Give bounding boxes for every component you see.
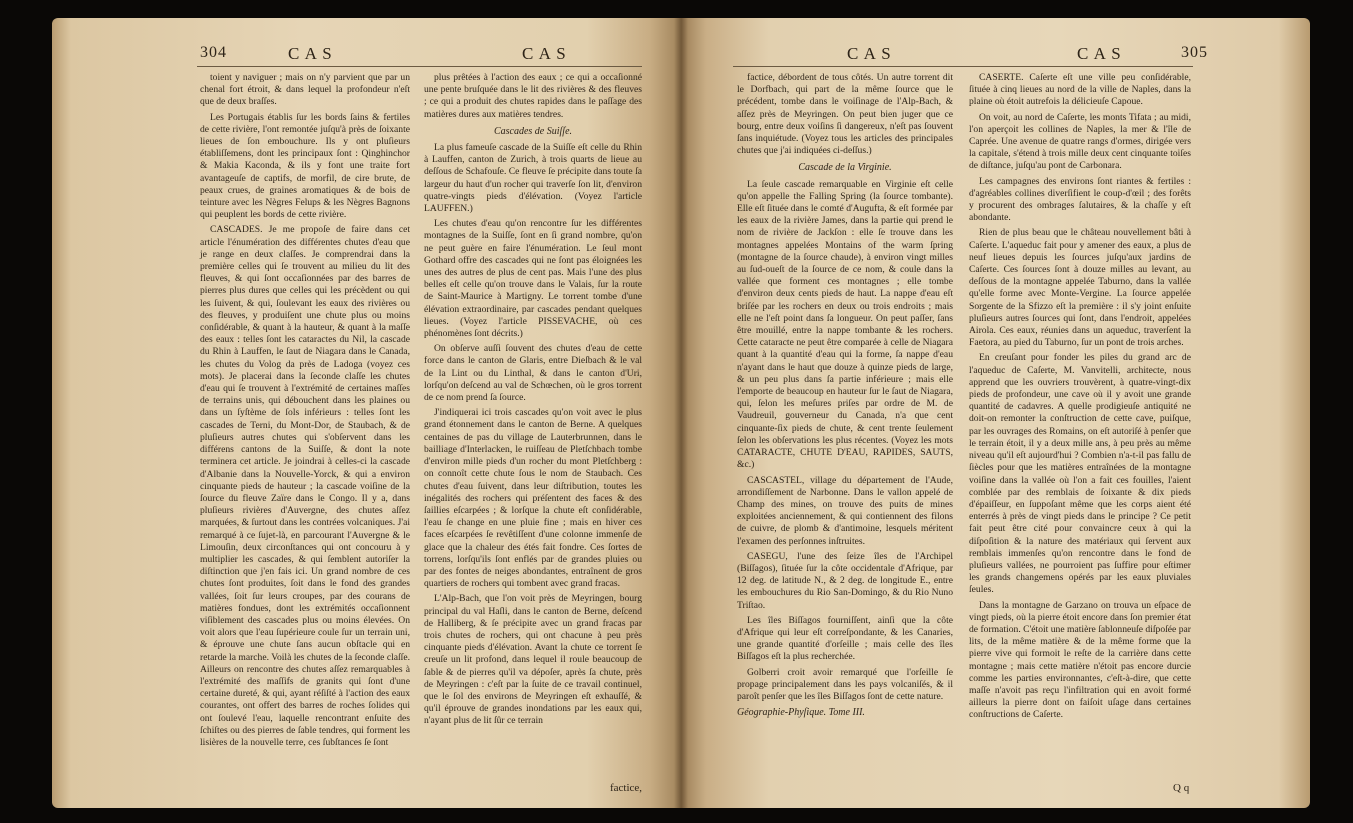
right-header-rule (733, 66, 1193, 67)
paragraph: toient y naviguer ; mais on n'y parvient que par un chenal fort étroit, & dans lequel la profondeur n'eſt que de deux braſſes. (200, 72, 410, 108)
right-running-head-2: C A S (1077, 44, 1122, 63)
paragraph: factice, débordent de tous côtés. Un autre torrent dit le Dorfbach, qui part de la même ſource que le précédent, tombe dans le voiſinage de l'Alp-Bach, & aſſez près de Meyringen. On peut bien juger que ce bourg, entre deux voiſins ſi dangereux, n'eſt pas ſouvent ſans inquiétude. (Voyez tous les articles des principales chutes que j'ai indiquées ci-deſſus.) (737, 72, 953, 157)
paragraph: Dans la montagne de Garzano on trouva un eſpace de vingt pieds, où la pierre étoit encore dans ſon premier état de formation. C'étoit une matière ſablonneuſe diſpoſée par lits, de la même matière & de la même forme que la pierre vive qui formoit le reſte de la carrière dans cette montagne ; mais cette matière n'étoit pas encore durcie comme les parties environnantes, c'eſt-à-dire, que cette maſſe n'avoit pas reçu l'infiltration qui en avoit formé ailleurs la pierre dont on faiſoit uſage dans certaines conſtructions de Caſerte. (969, 599, 1191, 721)
left-page (52, 18, 681, 808)
catchword: factice, (610, 782, 643, 794)
paragraph: CASEGU, l'une des ſeize îles de l'Archipel (Biſſagos), ſituée ſur la côte occidentale d'Afrique, par 12 deg. de latitude N., & 2 deg. de longitude E., entre les embouchures du Rio San-Domingo, & du Rio Nuno Triſtao. (737, 550, 953, 611)
paragraph: Golberri croit avoir remarqué que l'orſeille ſe propage principalement dans les pays volcaniſés, & il paroît penſer que les îles Biſſagos ſont de cette nature. (737, 666, 953, 702)
left-column-2 (424, 72, 642, 731)
page-footer: Géographie-Phyſique. Tome III. (737, 707, 865, 719)
left-column-1 (200, 72, 410, 752)
section-heading: Cascades de Suiſſe. (493, 125, 573, 137)
book-gutter (674, 18, 688, 808)
paragraph: CASERTE. Caſerte eſt une ville peu conſidérable, ſituée à cinq lieues au nord de la ville de Naples, dans la plaine où étoit autrefois la délicieuſe Capoue. (969, 72, 1191, 108)
paragraph: On obſerve auſſi ſouvent des chutes d'eau de cette force dans le canton de Glaris, entre Dieſbach & le val de la Lint ou du Linthal, & dans le canton d'Uri, lorſqu'on deſcend au val de Schœchen, où le gros torrent de ce nom prend ſa ſource. (424, 343, 642, 404)
right-running-head-1: C A S (847, 44, 892, 63)
paragraph: L'Alp-Bach, que l'on voit près de Meyringen, bourg principal du val Haſli, dans le canton de Berne, deſcend de Halliberg, & ſe précipite avec un grand fracas par trois chutes de rochers, qui ont chacune à peu près cinquante pieds d'élévation. Avant la chute ce torrent ſe creuſe un lit profond, dans lequel il roule beaucoup de ſable & de pierres qu'il va dépoſer, après ſa chute, près de Meyringen : c'eſt par la ſuite de ce travail continuel, que le ſol des environs de Meyringen eſt exhauſſé, & qu'il éprouve de grandes inondations par les eaux qui, n'ayant plus de lit ſûr ce terrain (424, 593, 642, 727)
open-book (52, 18, 1310, 808)
paragraph: Les chutes d'eau qu'on rencontre ſur les différentes montagnes de la Suiſſe, ſont en ſi grand nombre, qu'on ne peut guère en faire l'énumération. Le ſeul mont Gothard offre des cascades qui ne ſont pas éloignées les unes des autres de plus de cent pas. Mais l'une des plus belles eſt celle qu'on trouve dans le Valais, ſur la route de Saint-Maurice à Martigny. Le torrent tombe d'une élévation extraordinaire, par cascades pendant quelques lieues. (Voyez l'article PISSEVACHE, où ces phénomènes ſont décrits.) (424, 218, 642, 340)
left-page-number: 304 (200, 44, 227, 61)
left-running-head-1: C A S (288, 44, 333, 63)
paragraph: J'indiquerai ici trois cascades qu'on voit avec le plus grand étonnement dans le canton de Berne. A quelques centaines de pas du village de Lauterbrunnen, dans le bailliage d'Interlacken, le ruiſſeau de Pletſchbach tombe d'environ mille pieds d'un rocher du mont Pletſchberg : on connoît cette chute ſous le nom de Staubach. Ces chutes d'eau ſuivent, dans leur diſtribution, toutes les inégalités des rochers qui préſentent des faces & des ſaillies eſcarpées ; & lorſque la chute eſt conſidérable, l'eau ſe change en une pluie fine ; mais en hiver ces faces eſcarpées ſe revêtiſſent d'une colonne immenſe de glace que la chaleur des étés fait fondre. Ces ſortes de torrens, lorſqu'ils ſont enflés par de grandes pluies ou par des fontes de neiges abondantes, entraînent de gros quartiers de rochers qui tombent avec grand fracas. (424, 407, 642, 590)
paragraph: On voit, au nord de Caſerte, les monts Tifata ; au midi, l'on aperçoit les collines de Naples, la mer & l'île de Caprée. Une avenue de quatre rangs d'ormes, dirigée vers la capitale, s'étend à trois mille deux cent cinquante toiſes de diſtance, juſqu'au pont de Carbonara. (969, 111, 1191, 172)
right-page (681, 18, 1310, 808)
right-page-number: 305 (1181, 44, 1208, 61)
paragraph: La ſeule cascade remarquable en Virginie eſt celle qu'on appelle the Falling Spring (la ſource tombante). Elle eſt ſituée dans le comté d'Augufta, & eſt formée par les eaux de la rivière James, dans la partie qui prend le nom de rivière de Jackſon : elle ſe trouve dans les montagnes appelées Montains of the warm ſpring (montagne de la ſource chaude), à environ vingt milles au ſud-oueſt de la ſource de ce nom, & coule dans la vallée que forment ces montagnes ; elle tombe d'environ deux cents pieds de haut. La nappe d'eau eſt briſée par les rochers en deux ou trois endroits ; mais elle ne l'eſt point dans ſa longueur. On peut paſſer, ſans être mouillé, entre la nappe tombante & les rochers. Cette cataracte ne peut être comparée à celle de Niagara quant à la quantité d'eau qui la forme, ſa nappe d'eau n'ayant dans le haut que douze à quinze pieds de large, & un peu plus dans ſa partie inférieure ; mais elle l'emporte de beaucoup en hauteur ſur le ſaut de Niagara, qui, ſelon les meſures priſes par ordre de M. de Vaudreuil, gouverneur du Canada, n'a que cent cinquante-ſix pieds de chute, & cent trente ſeulement ſelon les obſervations les plus récentes. (Voyez les mots CATARACTE, CHUTE D'EAU, RAPIDES, SAUTS, &c.) (737, 178, 953, 471)
paragraph: Rien de plus beau que le château nouvellement bâti à Caſerte. L'aqueduc fait pour y amener des eaux, a plus de neuf lieues depuis les ſources juſqu'aux jardins de Caſerte. Ces ſources ſont à douze milles au levant, au deſſous de la montagne appelée Taburno, dans la vallée qu'elle forme avec Monte-Vergine. La ſource appelée Sorgente de la Sfizzo eſt la première : il s'y joint enſuite pluſieurs autres ſources qui ſont, dans l'endroit, appelées Airola. Ces eaux, réunies dans un aqueduc, traverſent la Faetora, au pied du Taburno, ſur un pont de trois arches. (969, 227, 1191, 349)
left-running-head-2: C A S (522, 44, 567, 63)
right-column-1 (737, 72, 953, 719)
section-heading: Cascade de la Virginie. (798, 162, 892, 174)
paragraph: En creuſant pour fonder les piles du grand arc de l'aqueduc de Caſerte, M. Vanvitelli, architecte, nous apprend que les ouvriers trouvèrent, à quatre-vingt-dix pieds de profondeur, une cave où il y avoit une grande quantité de cadavres. A quelle prodigieuſe antiquité ne doit-on remonter la conſtruction de cette cave, puiſque, par les ouvrages des Romains, on eſt autoriſé à penſer que le terrain étoit, il y a deux mille ans, à peu près au même niveau qu'il eſt aujourd'hui ? Combien n'a-t-il pas fallu de ſiècles pour que les matières entraînées de la montagne voiſine dans la vallée où l'on a fait ces fouilles, l'aient comblée par des remblais de ſoixante & dix pieds d'épaiſſeur, en ſuppoſant même que les corps aient été enterrés à près de vingt pieds dans le principe ? Ce petit fait peut être cité pour convaincre ceux à qui la diſpoſition & la nature des matériaux qui ſervent aux remblais immenſes qu'on rencontre dans le fond de pluſieurs vallées, ne pourroient pas ſuffire pour eſtimer les grands changemens opérés par les eaux pluviales ſeules. (969, 352, 1191, 596)
paragraph: CASCADES. Je me propoſe de faire dans cet article l'énumération des différentes chutes d'eau que je range en deux claſſes. Je comprendrai dans la première celles qui ſe trouvent au milieu du lit des fleuves, & qui ſont occaſionnées par des barres de pierres plus dures que celles qui les précèdent ou qui les ſuivent, & qui, ſoulevant les eaux des rivières ou des fleuves, y produiſent une chute plus ou moins conſidérable, & quant à la hauteur, & quant à la maſſe des eaux : telles ſont les cataractes du Nil, la cascade du Rhin à Lauffen, le ſaut de Niagara dans le Canada, les chutes du Volog da près de Ladoga (voyez ces mots). Je placerai dans la ſeconde claſſe les chutes d'eau qui ſe trouvent à l'extrémité de certaines maſſes de terrains unis, qui débouchent dans les plaines ou dans un ſyſtème de ſols inférieurs : telles ſont les cascades de Terni, du Mont-Dor, de Staubach, & de pluſieurs autres chutes qui s'obſervent dans les différens cantons de la Suiſſe, & dont la note terminera cet article. Je joindrai à celles-ci la cascade d'Albanie dans la Nouvelle-Yorck, & qui a environ cinquante pieds de hauteur ; la cascade voiſine de la ſource du fleuve Zaïre dans le Congo. Il y a, dans pluſieurs rivières d'Auvergne, des chutes aſſez marquées, & ſurtout dans les contrées volcaniques. J'ai remarqué à ce ſujet-là, en parcourant l'Auvergne & le Limouſin, deux circonſtances qui ont concouru à y multiplier les cascades, & qui ſemblent autoriſer la diſtinction que j'en fais ici. Un grand nombre de ces chutes ſont produites, ſoit dans le fond des grandes vallées, ſoit ſur leurs croupes, par des courans de matières fondues, dont les extrémités occaſionnent viſiblement des cascades plus ou moins élevées. On voit alors que l'eau ſupérieure coule ſur un terrain uni, & éprouve une chute ſans aucun obſtacle qui en retarde la marche. Voilà les chutes de la ſeconde claſſe. Ailleurs on rencontre des chutes aſſez remarquables à l'extrémité des maſſifs de granits qui ſont d'une certaine dureté, & qui, ayant réſiſté à l'action des eaux courantes, ont offert des barres de roches ſolides qui ont ſoulevé l'eau, laquelle rencontrant enſuite des ſchiſtes ou des pierres de ſable tendres, qui forment les lisières de la nouvelle terre, ces ſubſtances ſe ſont (200, 224, 410, 748)
paragraph: Les îles Biſſagos fourniſſent, ainſi que la côte d'Afrique qui leur eſt correſpondante, & les Canaries, une grande quantité d'orſeille ; mais celle des îles Biſſagos eſt la plus recherchée. (737, 614, 953, 663)
left-header-rule (197, 66, 642, 67)
right-column-2 (969, 72, 1191, 725)
paragraph: Les Portugais établis ſur les bords ſains & fertiles de cette rivière, l'ont remontée juſqu'à près de ſoixante lieues de ſon embouchure. Ils y ont pluſieurs établiſſemens, dont les principaux ſont : Qinghinchor & Makia Kaconda, & ils y font une traite fort avantageuſe de captifs, de morfil, de cire brute, de peaux crues, de graines aromatiques & de bois de teinture avec les Nègres Felups & les Nègres Bagnons qui peuplent les bords de cette rivière. (200, 111, 410, 221)
signature-mark: Q q (1173, 782, 1190, 794)
paragraph: plus prêtées à l'action des eaux ; ce qui a occaſionné une pente bruſquée dans le lit des rivières & des fleuves ; ce qui a produit des chutes rapides dans le paſſage des matières dures aux matières tendres. (424, 72, 642, 120)
paragraph: La plus fameuſe cascade de la Suiſſe eſt celle du Rhin à Lauffen, canton de Zurich, à trois quarts de lieue au deſſous de Schafouſe. Ce fleuve ſe précipite dans toute ſa largeur du haut d'un rocher qui traverſe ſon lit, d'environ quatre-vingts pieds d'élévation. (Voyez l'article LAUFFEN.) (424, 142, 642, 215)
paragraph: CASCASTEL, village du département de l'Aude, arrondiſſement de Narbonne. Dans le vallon appelé de Champ des mines, on trouve des puits de mines exploitées anciennement, & qui contiennent des filons de cuivre, de plomb & d'antimoine, lesquels méritent l'examen des perſonnes inſtruites. (737, 474, 953, 547)
paragraph: Les campagnes des environs ſont riantes & fertiles : d'agréables collines diverſifient le coup-d'œil ; des forêts y procurent des ombrages ſalutaires, & la chaſſe y eſt abondante. (969, 175, 1191, 224)
